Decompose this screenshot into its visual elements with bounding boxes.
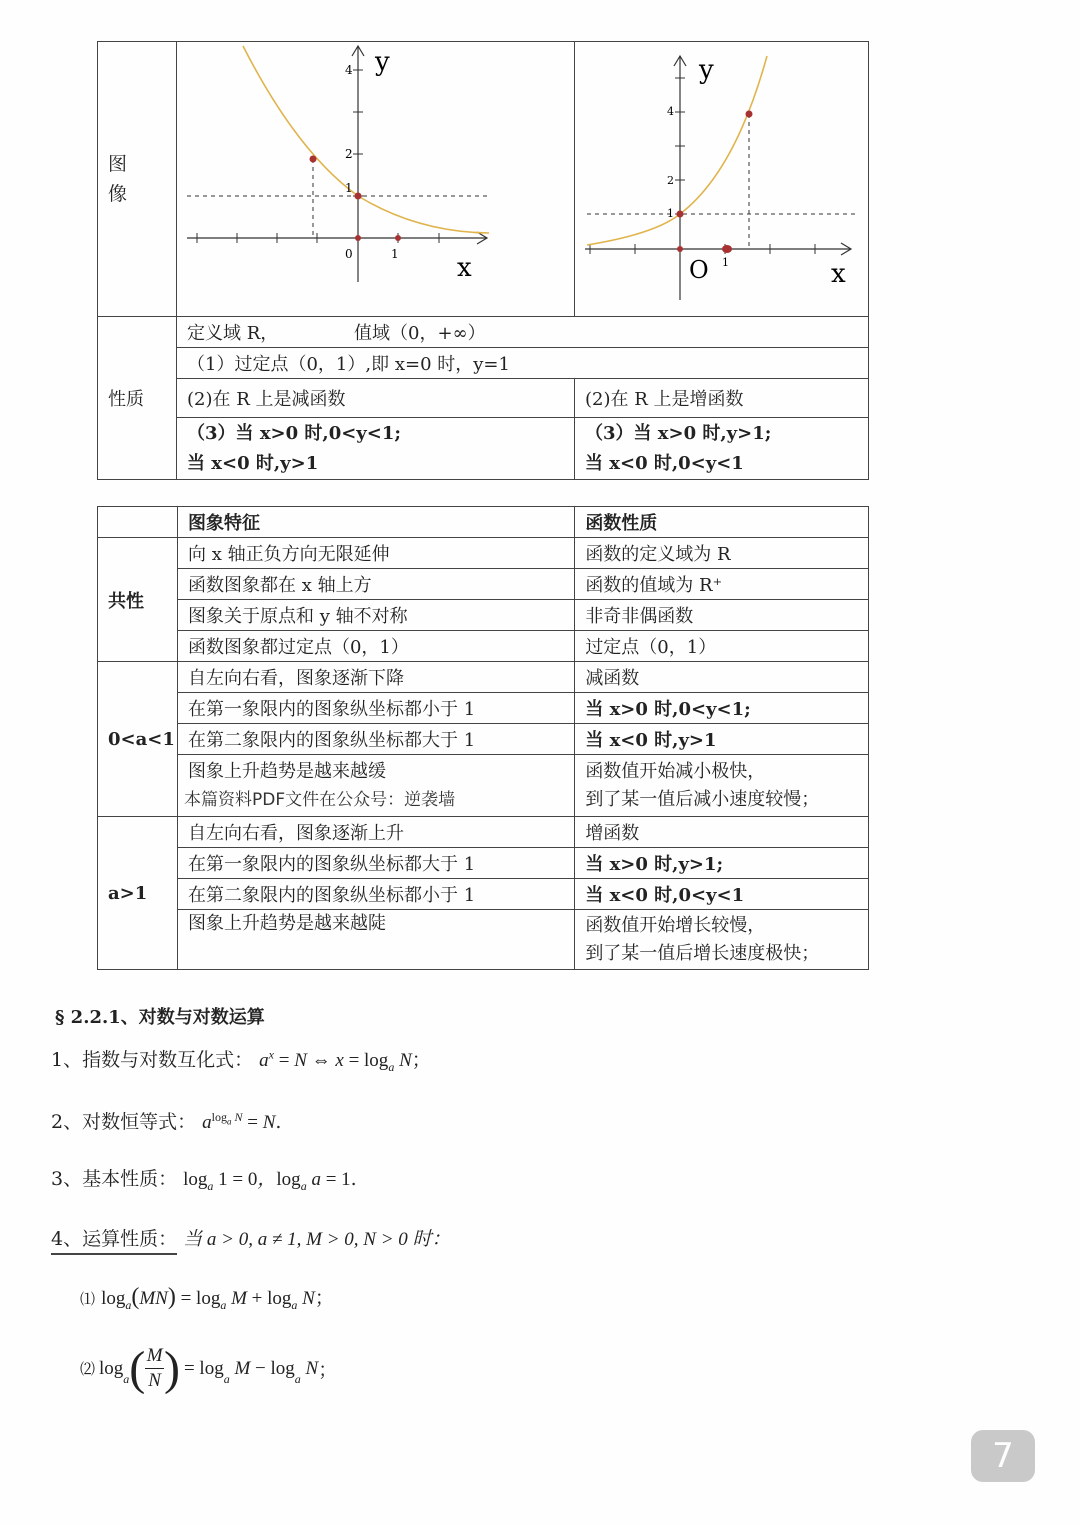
property-cell (575, 538, 869, 569)
group-common-label: 共性 (108, 590, 144, 612)
right-cond-1: （3）当 x>0 时,y>1; (585, 422, 772, 444)
group-common (98, 538, 178, 662)
decreasing-exp-graph (177, 42, 573, 311)
group-large-label: a>1 (108, 882, 148, 904)
watermark-note: 本篇资料PDF文件在公众号：逆袭墙 (183, 789, 456, 810)
header-property (575, 507, 869, 538)
property-cell (575, 817, 869, 848)
feature-cell (177, 600, 574, 631)
property-cell (575, 879, 869, 910)
x1-point (395, 235, 401, 241)
feature-cell (177, 569, 574, 600)
left-mono-cell (177, 379, 575, 418)
range-text: 值域（0，+∞） (354, 323, 486, 344)
item4-label: 4、运算性质： (51, 1224, 177, 1255)
item1-label: 1、指数与对数互化式： (51, 1049, 254, 1071)
feature-cell (177, 538, 574, 569)
property-cell (575, 631, 869, 662)
rule1-label: ⑴ (80, 1290, 96, 1308)
product-rule-formula: $\log_a(MN) = \log_a M + \log_a N$ (101, 1284, 315, 1312)
formula-4 (51, 1224, 451, 1255)
feature-cell (177, 693, 574, 724)
fixed-point-cell (177, 348, 869, 379)
feature-text: 自左向右看，图象逐渐上升 (187, 823, 404, 844)
property-text: 减函数 (585, 668, 640, 689)
property-text: 当 x<0 时,0<y<1 (585, 885, 745, 906)
feature-text: 函数图象都在 x 轴上方 (187, 575, 372, 596)
feature-text: 向 x 轴正负方向无限延伸 (187, 544, 390, 565)
item2-label: 2、对数恒等式： (51, 1111, 197, 1133)
property-text: 函数值开始增长较慢， (585, 914, 766, 936)
increasing-exp-graph (575, 42, 867, 311)
rule2-label: ⑵ (80, 1360, 96, 1378)
log-identity-formula: $a^{log_a N} = N$ (202, 1109, 276, 1133)
property-cell (575, 755, 869, 817)
property-text: 函数值开始减小极快， (585, 760, 766, 782)
left-cond-cell (177, 418, 575, 480)
property-cell (575, 724, 869, 755)
origin-label: 0 (345, 247, 353, 261)
header-feature-text: 图象特征 (187, 513, 260, 534)
origin-point (355, 235, 361, 241)
image-label: 图 像 (108, 153, 128, 205)
feature-cell (177, 724, 574, 755)
header-property-text: 函数性质 (585, 513, 658, 534)
item3-label: 3、基本性质： (51, 1168, 178, 1190)
right-cond-2: 当 x<0 时,0<y<1 (585, 452, 744, 474)
property-cell (575, 569, 869, 600)
image-row-label (98, 42, 177, 317)
property-text: 当 x>0 时,0<y<1; (585, 699, 751, 720)
decreasing-graph-cell (177, 42, 575, 317)
formula-2: 2、对数恒等式： $a^{log_a N} = N$. (51, 1109, 282, 1133)
page-number-badge: 7 (971, 1430, 1035, 1482)
origin-label: O (689, 256, 709, 284)
props-label: 性质 (108, 389, 144, 410)
formula-3: 3、基本性质： $\log_a 1 = 0$，$\log_a a = 1$. (51, 1168, 357, 1193)
domain-range-cell (177, 317, 869, 348)
group-large (98, 817, 178, 970)
tick-y1: 1 (345, 181, 353, 195)
increasing-graph-cell (575, 42, 869, 317)
curve-point (746, 111, 753, 118)
feature-text: 图象上升趋势是越来越缓 (187, 760, 386, 782)
property-cell (575, 848, 869, 879)
feature-cell (177, 817, 574, 848)
feature-text: 在第二象限内的图象纵坐标都大于 1 (187, 730, 476, 751)
corner-cell (98, 507, 178, 538)
tick-y2: 2 (667, 174, 674, 187)
curve-point (310, 156, 317, 163)
feature-text: 在第一象限内的图象纵坐标都大于 1 (187, 854, 476, 875)
property-text: 过定点（0，1） (585, 637, 717, 658)
tick-y2: 2 (345, 147, 353, 161)
right-mono-cell (575, 379, 869, 418)
fixed-point-text: （1）过定点（0，1）,即 x=0 时，y=1 (187, 354, 510, 375)
tick-x1: 1 (722, 256, 729, 269)
header-feature (177, 507, 574, 538)
exp-log-formula: $a^x = N$ ⇔ $x = \log_a N$ (259, 1047, 412, 1074)
property-text: 到了某一值后增长速度极快； (585, 942, 820, 964)
property-cell (575, 910, 869, 970)
tick-y4: 4 (667, 105, 674, 118)
left-cond-2: 当 x<0 时,y>1 (187, 452, 319, 474)
feature-text: 在第一象限内的图象纵坐标都小于 1 (187, 699, 476, 720)
feature-cell (177, 848, 574, 879)
props-row-label (98, 317, 177, 480)
feature-cell (177, 662, 574, 693)
x-axis-label: x (831, 259, 846, 289)
tick-x1: 1 (391, 247, 399, 261)
section-title: § 2.2.1、对数与对数运算 (55, 1007, 265, 1028)
feature-cell (177, 910, 574, 970)
left-mono-text: (2)在 R 上是减函数 (187, 389, 346, 410)
origin-point (677, 246, 683, 252)
group-small (98, 662, 178, 817)
property-text: 当 x>0 时,y>1; (585, 854, 724, 875)
property-text: 增函数 (585, 823, 640, 844)
right-cond-cell (575, 418, 869, 480)
basic-property-formula: $\log_a 1 = 0$，$\log_a a = 1$ (183, 1169, 351, 1193)
group-small-label: 0<a<1 (108, 728, 175, 750)
formula-1: 1、指数与对数互化式： $a^x = N$ ⇔ $x = \log_a N$； (51, 1047, 431, 1074)
feature-text: 在第二象限内的图象纵坐标都小于 1 (187, 885, 476, 906)
feature-text: 图象上升趋势是越来越陡 (187, 913, 386, 934)
operation-condition: 当 a > 0, a ≠ 1, M > 0, N > 0 时： (183, 1229, 451, 1250)
feature-cell (177, 879, 574, 910)
property-cell (575, 600, 869, 631)
property-text: 到了某一值后减小速度较慢； (585, 788, 820, 810)
feature-text: 自左向右看，图象逐渐下降 (187, 668, 404, 689)
domain-text: 定义域 R， (187, 323, 279, 344)
property-text: 当 x<0 时,y>1 (585, 730, 717, 751)
intercept-point (355, 193, 362, 200)
x-axis-label: x (457, 253, 472, 283)
y-axis-label: y (699, 55, 714, 85)
feature-cell (177, 755, 574, 817)
tick-y1: 1 (667, 207, 674, 220)
property-text: 函数的定义域为 R (585, 544, 731, 565)
property-cell (575, 693, 869, 724)
intercept-point (677, 211, 684, 218)
property-text: 函数的值域为 R⁺ (585, 575, 723, 596)
exponential-property-table (97, 506, 869, 970)
x1-point (722, 245, 732, 253)
property-text: 非奇非偶函数 (585, 606, 694, 627)
rule-2: ⑵ log $_a$ ( M N ) = log $_a$ M − log $_a$ N ； (80, 1341, 338, 1395)
feature-text: 图象关于原点和 y 轴不对称 (187, 606, 408, 627)
quotient-rule-formula: log $_a$ ( M N ) = log $_a$ M − log $_a$ N (99, 1341, 319, 1395)
right-mono-text: (2)在 R 上是增函数 (585, 389, 744, 410)
rule-1: ⑴ $\log_a(MN) = \log_a M + \log_a N$； (80, 1284, 334, 1312)
tick-y4: 4 (345, 63, 353, 77)
exponential-graph-table (97, 41, 869, 480)
left-cond-1: （3）当 x>0 时,0<y<1; (187, 422, 402, 444)
feature-cell (177, 631, 574, 662)
y-axis-label: y (375, 47, 390, 77)
property-cell (575, 662, 869, 693)
feature-text: 函数图象都过定点（0，1） (187, 637, 409, 658)
